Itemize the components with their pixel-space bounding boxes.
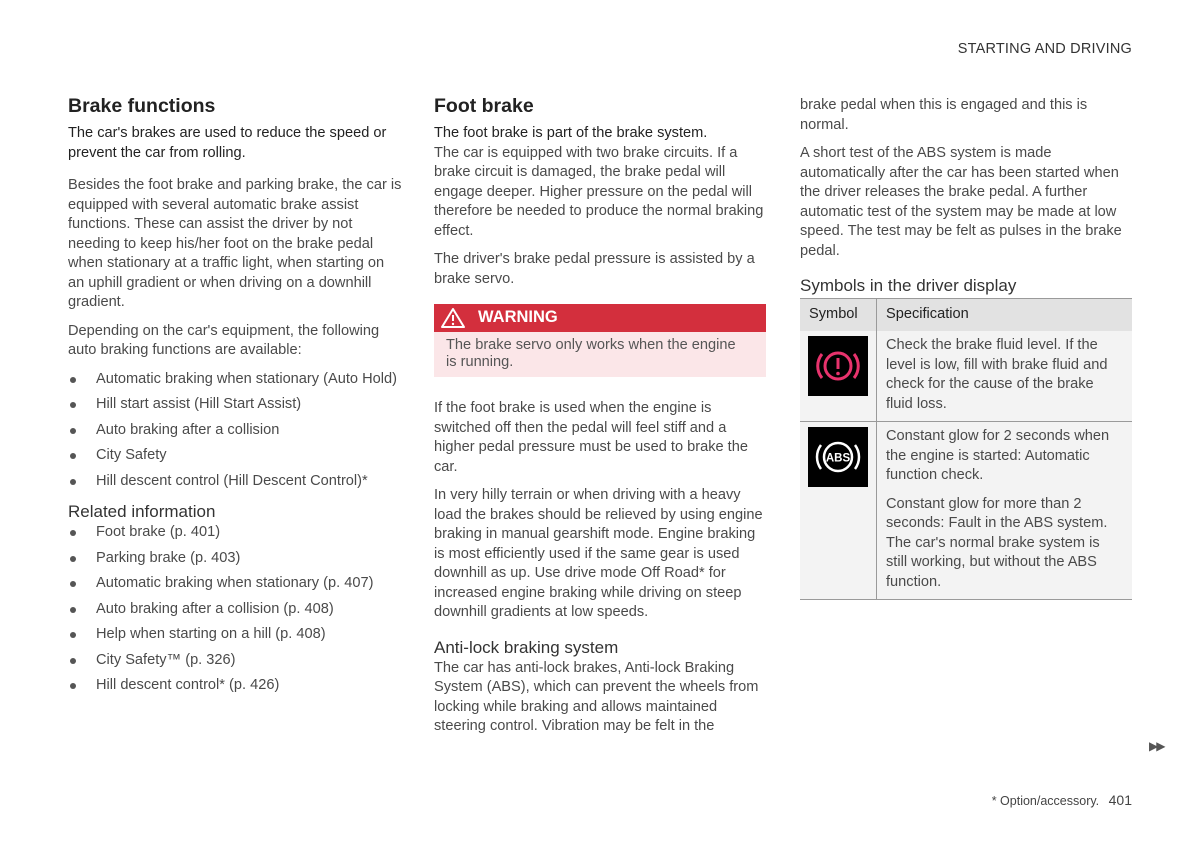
warning-line: is running. xyxy=(446,354,514,370)
list-item: Hill descent control (Hill Descent Control)* xyxy=(68,472,402,492)
section-header: STARTING AND DRIVING xyxy=(957,41,1132,57)
list-item: Auto braking after a collision xyxy=(68,421,402,441)
table-row xyxy=(800,331,1132,422)
symbols-table xyxy=(800,298,1132,600)
abs-continued-column xyxy=(800,96,1132,600)
list-item: City Safety xyxy=(68,446,402,466)
abs-icon-label: ABS xyxy=(825,452,851,465)
symbol-column-header: Symbol xyxy=(800,299,877,332)
foot-brake-paragraph: If the foot brake is used when the engine is switched off then the pedal will feel stiff and a higher pedal pressure must be used to brake the car. xyxy=(434,400,748,475)
brake-functions-paragraph: Depending on the car's equipment, the following auto braking functions are available: xyxy=(68,322,380,358)
related-link[interactable]: Hill descent control* (p. 426) xyxy=(68,676,402,696)
footer xyxy=(992,791,1132,812)
warning-header xyxy=(434,304,766,332)
brake-functions-paragraph: Besides the foot brake and parking brake, the car is equipped with several automatic brake assist functions. These can assist the driver by not needing to keep his/her foot on the brake pedal when stationary at a traffic light, when starting on an uphill gradient or when driving on a downhill gradient. xyxy=(68,177,402,310)
symbols-heading: Symbols in the driver display xyxy=(800,276,1017,295)
specification-column-header: Specification xyxy=(877,299,1133,332)
warning-triangle-icon xyxy=(440,307,468,329)
warning-text xyxy=(434,332,766,377)
foot-brake-lead: The foot brake is part of the brake system. xyxy=(434,125,708,141)
abs-heading: Anti-lock braking system xyxy=(434,637,619,657)
warning-box xyxy=(434,304,766,377)
brake-warning-icon xyxy=(808,336,868,396)
specification-text: Check the brake fluid level. If the level is low, fill with brake fluid and check for the cause of the brake fluid loss. xyxy=(886,337,1108,412)
specification-text: Constant glow for more than 2 seconds: Fault in the ABS system. The car's normal brake system is still working, but without the ABS function. xyxy=(886,495,1108,590)
footnote-text: * Option/accessory. xyxy=(991,794,1100,808)
related-link[interactable]: Parking brake (p. 403) xyxy=(68,549,402,569)
table-row xyxy=(800,422,1132,600)
page-number: 401 xyxy=(1108,792,1132,808)
abs-warning-icon xyxy=(808,427,868,487)
foot-brake-column xyxy=(434,94,766,746)
brake-functions-title: Brake functions xyxy=(68,95,216,117)
related-link[interactable]: Help when starting on a hill (p. 408) xyxy=(68,625,402,645)
abs-paragraph: brake pedal when this is engaged and this is normal. xyxy=(800,97,1088,133)
foot-brake-paragraph: The driver's brake pedal pressure is assisted by a brake servo. xyxy=(434,251,755,287)
foot-brake-paragraph: The car is equipped with two brake circuits. If a brake circuit is damaged, the brake pedal will engage deeper. Higher pressure on the pedal will therefore be needed to produce the normal braking effect. xyxy=(434,144,764,239)
continue-arrow-icon: ▶▶ xyxy=(1149,739,1164,753)
brake-functions-lead: The car's brakes are used to reduce the speed or prevent the car from rolling. xyxy=(68,125,387,161)
related-information-heading: Related information xyxy=(68,502,216,521)
related-link[interactable]: Foot brake (p. 401) xyxy=(68,523,402,543)
related-information-list xyxy=(68,523,402,696)
list-item: Automatic braking when stationary (Auto Hold) xyxy=(68,370,402,390)
specification-text: Constant glow for 2 seconds when the engine is started: Automatic function check. xyxy=(886,428,1110,483)
warning-line: The brake servo only works when the engine xyxy=(446,337,736,353)
abs-paragraph: The car has anti-lock brakes, Anti-lock Braking System (ABS), which can prevent the wheels from locking while braking and allows maintained steering control. Vibration may be felt in the xyxy=(434,659,759,734)
related-link[interactable]: Auto braking after a collision (p. 408) xyxy=(68,600,402,620)
abs-paragraph: A short test of the ABS system is made automatically after the car has been started when the driver releases the brake pedal. A further automatic test of the system may be made at low speed. The test may be felt as pulses in the brake pedal. xyxy=(800,145,1122,259)
foot-brake-paragraph: In very hilly terrain or when driving with a heavy load the brakes should be relieved by using engine braking in manual gearshift mode. Engine braking is most efficiently used if the same gear is used downhill as up. Use drive mode Off Road* for increased engine braking while driving on steep downhill gradients at low speeds. xyxy=(434,487,763,620)
related-link[interactable]: City Safety™ (p. 326) xyxy=(68,651,402,671)
table-header-row xyxy=(800,299,1132,332)
warning-label: WARNING xyxy=(478,308,558,327)
list-item: Hill start assist (Hill Start Assist) xyxy=(68,395,402,415)
auto-braking-functions-list xyxy=(68,370,402,492)
related-link[interactable]: Automatic braking when stationary (p. 407) xyxy=(68,574,402,594)
brake-functions-column xyxy=(68,94,402,706)
foot-brake-title: Foot brake xyxy=(434,95,534,117)
